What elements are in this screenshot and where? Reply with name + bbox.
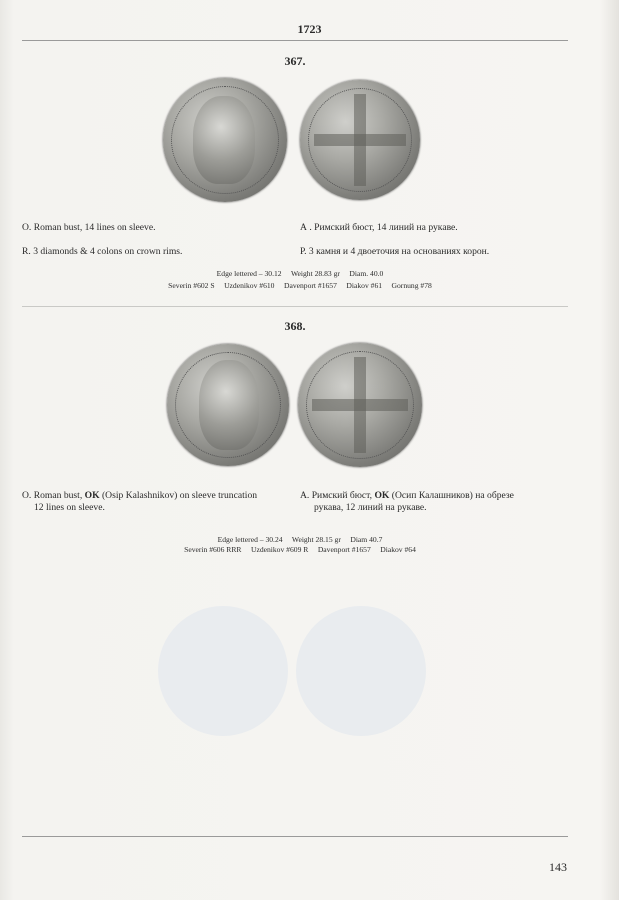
footer-rule [22, 836, 568, 837]
page-year-heading: 1723 [297, 22, 322, 36]
lot-references: Severin #606 RRR Uzdenikov #609 R Davenport #1657 Diakov #64 [184, 545, 416, 554]
lot-reverse-en: R. 3 diamonds & 4 colons on crown rims. [22, 246, 183, 257]
lot-number: 368. [284, 319, 306, 333]
lot-reverse-ru: Р. 3 камня и 4 двоеточия на основаниях корон. [300, 246, 490, 257]
coin-obverse-image [167, 344, 289, 466]
lot-obverse-ru: А . Римский бюст, 14 линий на рукаве. [300, 222, 458, 233]
coin-obverse-image [163, 78, 287, 202]
placeholder-coin-image [158, 606, 288, 736]
placeholder-coin-image [296, 606, 426, 736]
lot-specs: Edge lettered – 30.24 Weight 28.15 gr Diam 40.7 [217, 535, 383, 544]
lot-separator [22, 306, 568, 307]
lot-obverse-en: O. Roman bust, 14 lines on sleeve. [22, 222, 156, 233]
header-rule [22, 40, 568, 41]
coin-reverse-image [300, 80, 420, 200]
lot-number: 367. [284, 54, 306, 68]
page-number: 143 [549, 860, 567, 874]
lot-specs: Edge lettered – 30.12 Weight 28.83 gr Diam. 40.0 [216, 269, 384, 278]
coin-reverse-image [298, 343, 422, 467]
lot-obverse-ru: А. Римский бюст, OK (Осип Калашников) на обрезе рукава, 12 линий на рукаве. [300, 490, 514, 513]
lot-references: Severin #602 S Uzdenikov #610 Davenport #1657 Diakov #61 Gornung #78 [168, 281, 432, 290]
lot-obverse-en: O. Roman bust, OK (Osip Kalashnikov) on sleeve truncation 12 lines on sleeve. [22, 490, 258, 513]
